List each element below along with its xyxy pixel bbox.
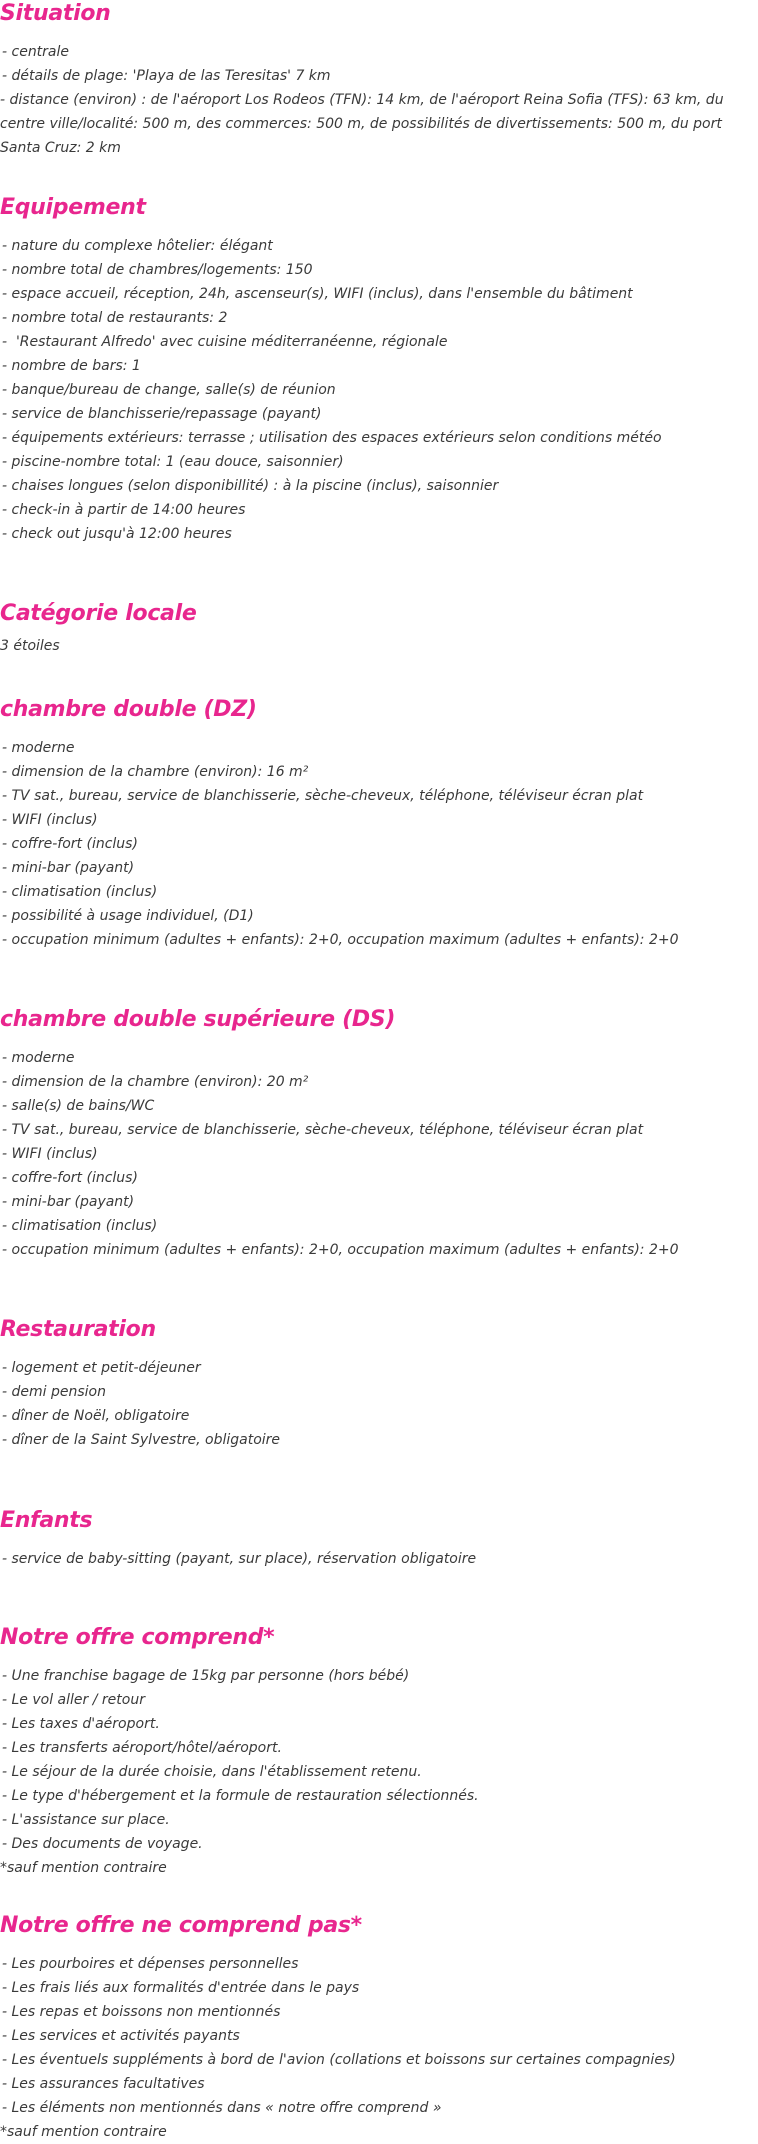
list-item: - nombre de bars: 1	[2, 358, 141, 374]
list-item: - moderne	[2, 740, 75, 756]
list-item: - TV sat., bureau, service de blanchisserie, sèche-cheveux, téléphone, téléviseur écran plat	[2, 1122, 644, 1138]
section-body-categorie	[0, 634, 750, 658]
list-item: - Les assurances facultatives	[2, 2076, 205, 2092]
list-item: - coffre-fort (inclus)	[2, 836, 138, 852]
list-item: - Les pourboires et dépenses personnelles	[2, 1956, 299, 1972]
list-item: - logement et petit-déjeuner	[2, 1360, 201, 1376]
list-item: - espace accueil, réception, 24h, ascenseur(s), WIFI (inclus), dans l'ensemble du bâtiment	[2, 286, 633, 302]
list-item: - L'assistance sur place.	[2, 1812, 170, 1828]
section-body-chambre-superieure	[0, 1046, 750, 1262]
section-offre-comprend	[0, 1624, 750, 1880]
list-item: - WIFI (inclus)	[2, 1146, 98, 1162]
list-item: - occupation minimum (adultes + enfants): 2+0, occupation maximum (adultes + enfants): 2+0	[2, 1242, 679, 1258]
list-item: - check out jusqu'à 12:00 heures	[2, 526, 232, 542]
list-item: - Le type d'hébergement et la formule de restauration sélectionnés.	[2, 1788, 479, 1804]
list-item: - check-in à partir de 14:00 heures	[2, 502, 246, 518]
list-item: - Le séjour de la durée choisie, dans l'établissement retenu.	[2, 1764, 422, 1780]
section-title-enfants: Enfants	[0, 1508, 93, 1533]
footnote: *sauf mention contraire	[0, 2124, 167, 2140]
list-item: - mini-bar (payant)	[2, 1194, 135, 1210]
list-item: - équipements extérieurs: terrasse ; utilisation des espaces extérieurs selon conditions météo	[2, 430, 662, 446]
section-title-restauration: Restauration	[0, 1317, 156, 1342]
section-offre-ne-comprend-pas	[0, 1912, 750, 2144]
list-item: - piscine-nombre total: 1 (eau douce, saisonnier)	[2, 454, 344, 470]
section-title-chambre-superieure: chambre double supérieure (DS)	[0, 1007, 396, 1032]
list-item: - Des documents de voyage.	[2, 1836, 203, 1852]
list-item: - WIFI (inclus)	[2, 812, 98, 828]
list-item: - dîner de Noël, obligatoire	[2, 1408, 190, 1424]
section-title-offre-comprend: Notre offre comprend*	[0, 1625, 275, 1650]
list-item: - Les éléments non mentionnés dans « notre offre comprend »	[2, 2100, 442, 2116]
list-item: - Les services et activités payants	[2, 2028, 240, 2044]
list-item: - Le vol aller / retour	[2, 1692, 145, 1708]
list-item-paragraph: - distance (environ) : de l'aéroport Los Rodeos (TFN): 14 km, de l'aéroport Reina Sofia (TFS): 63 km, du centre ville/localité: 500 m, des commerces: 500 m, de possibilités de divertissements: 500 m, du port Santa Cruz: 2 km	[0, 92, 724, 156]
section-body-offre-ne-comprend-pas	[0, 1952, 750, 2144]
list-item: - centrale	[2, 44, 70, 60]
section-title-chambre-double: chambre double (DZ)	[0, 697, 257, 722]
list-item: - nombre total de chambres/logements: 150	[2, 262, 313, 278]
section-body-situation	[0, 40, 750, 160]
list-item: - Une franchise bagage de 15kg par personne (hors bébé)	[2, 1668, 410, 1684]
list-item: - Les repas et boissons non mentionnés	[2, 2004, 281, 2020]
section-title-categorie: Catégorie locale	[0, 601, 197, 626]
list-item: - chaises longues (selon disponibillité) : à la piscine (inclus), saisonnier	[2, 478, 499, 494]
section-chambre-superieure	[0, 1006, 750, 1262]
list-item: - moderne	[2, 1050, 75, 1066]
section-body-enfants	[0, 1547, 750, 1571]
section-body-equipement	[0, 234, 750, 546]
list-item: - TV sat., bureau, service de blanchisserie, sèche-cheveux, téléphone, téléviseur écran plat	[2, 788, 644, 804]
list-item: - possibilité à usage individuel, (D1)	[2, 908, 254, 924]
list-item: - dimension de la chambre (environ): 16 m²	[2, 764, 309, 780]
list-item: - climatisation (inclus)	[2, 1218, 158, 1234]
list-item: - climatisation (inclus)	[2, 884, 158, 900]
list-item: - dimension de la chambre (environ): 20 m²	[2, 1074, 309, 1090]
list-item: - occupation minimum (adultes + enfants): 2+0, occupation maximum (adultes + enfants): 2+0	[2, 932, 679, 948]
list-item: - service de blanchisserie/repassage (payant)	[2, 406, 322, 422]
section-enfants	[0, 1507, 750, 1571]
section-restauration	[0, 1316, 750, 1452]
list-item: - détails de plage: 'Playa de las Teresitas' 7 km	[2, 68, 331, 84]
section-body-chambre-double	[0, 736, 750, 952]
list-item: - Les éventuels suppléments à bord de l'avion (collations et boissons sur certaines compagnies)	[2, 2052, 676, 2068]
list-item: - Les taxes d'aéroport.	[2, 1716, 160, 1732]
list-item: - salle(s) de bains/WC	[2, 1098, 155, 1114]
section-title-equipement: Equipement	[0, 195, 146, 220]
list-item: - mini-bar (payant)	[2, 860, 135, 876]
section-equipement	[0, 194, 750, 546]
section-title-situation: Situation	[0, 1, 111, 26]
section-body-offre-comprend	[0, 1664, 750, 1880]
list-item: - banque/bureau de change, salle(s) de réunion	[2, 382, 336, 398]
list-item: - nature du complexe hôtelier: élégant	[2, 238, 273, 254]
footnote: *sauf mention contraire	[0, 1860, 167, 1876]
list-item: - 'Restaurant Alfredo' avec cuisine méditerranéenne, régionale	[2, 334, 448, 350]
list-item: - Les frais liés aux formalités d'entrée dans le pays	[2, 1980, 360, 1996]
list-item: - service de baby-sitting (payant, sur place), réservation obligatoire	[2, 1551, 477, 1567]
list-item: - nombre total de restaurants: 2	[2, 310, 228, 326]
list-item: - dîner de la Saint Sylvestre, obligatoire	[2, 1432, 281, 1448]
section-body-restauration	[0, 1356, 750, 1452]
category-value: 3 étoiles	[0, 638, 60, 654]
section-situation	[0, 0, 750, 160]
list-item: - coffre-fort (inclus)	[2, 1170, 138, 1186]
list-item: - demi pension	[2, 1384, 106, 1400]
section-title-offre-ne-comprend-pas: Notre offre ne comprend pas*	[0, 1913, 362, 1938]
section-categorie-locale	[0, 600, 750, 658]
section-chambre-double	[0, 696, 750, 952]
list-item: - Les transferts aéroport/hôtel/aéroport.	[2, 1740, 282, 1756]
